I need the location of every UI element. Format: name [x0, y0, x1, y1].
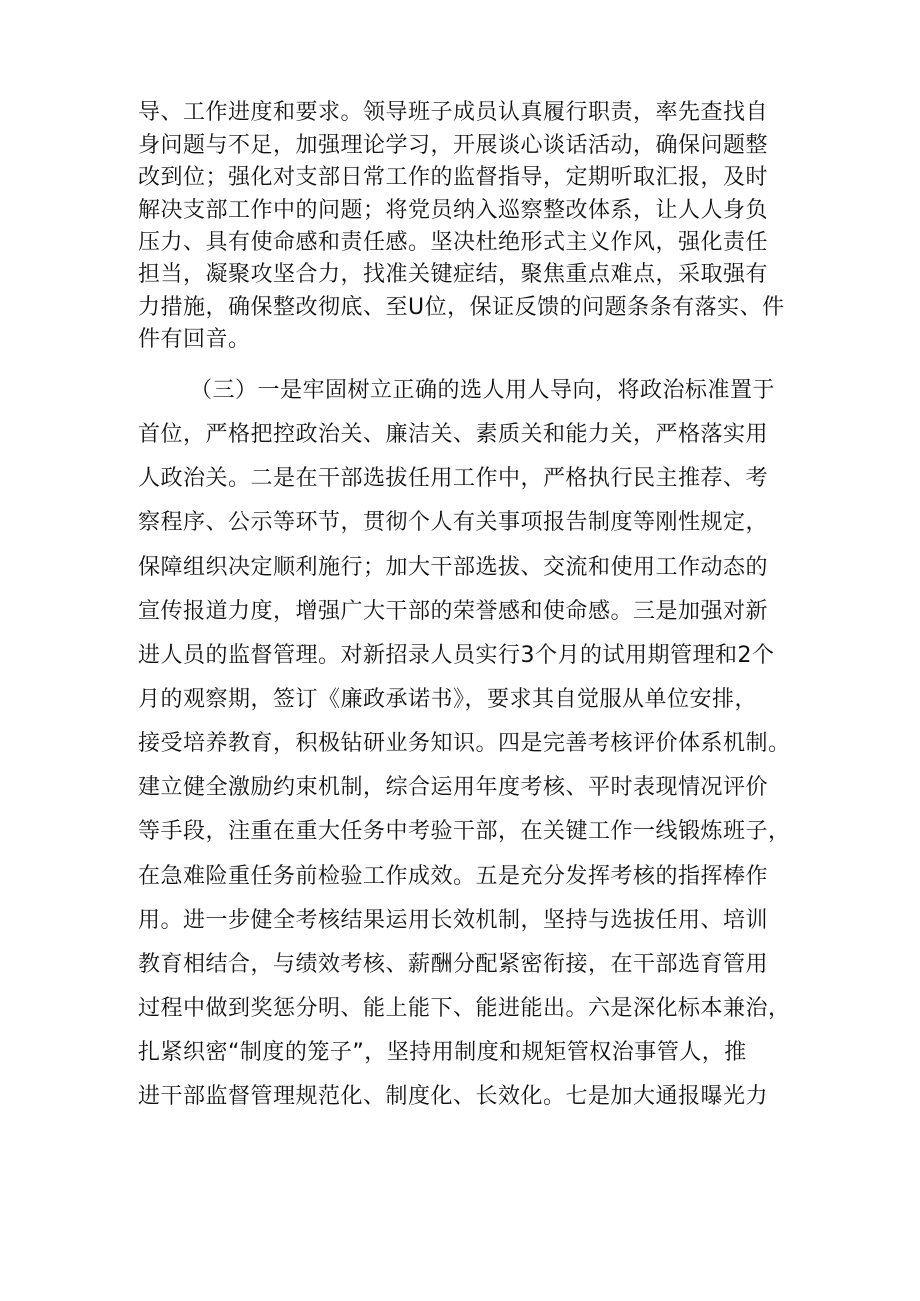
text-line: 察程序、公示等环节，贯彻个人有关事项报告制度等刚性规定， [138, 510, 769, 535]
text-line: 人政治关。二是在干部选拔任用工作中，严格执行民主推荐、考 [138, 466, 769, 491]
text-line: 身问题与不足，加强理论学习，开展谈心谈话活动，确保问题整 [138, 133, 769, 158]
text-line: 扎紧织密“制度的笼子”，坚持用制度和规矩管权治事管人，推 [138, 1040, 747, 1065]
text-line: 在急难险重任务前检验工作成效。五是充分发挥考核的指挥棒作 [138, 864, 769, 889]
text-line: 等手段，注重在重大任务中考验干部，在关键工作一线锻炼班子， [138, 819, 791, 844]
text-line: 解决支部工作中的问题；将党员纳入巡察整改体系，让人人身负 [138, 198, 769, 223]
text-line: 进人员的监督管理。对新招录人员实行3个月的试用期管理和2个 [138, 643, 775, 668]
text-line: 首位，严格把控政治关、廉洁关、素质关和能力关，严格落实用 [138, 422, 769, 447]
text-line: 导、工作进度和要求。领导班子成员认真履行职责，率先查找自 [138, 100, 769, 125]
text-line: 接受培养教育，积极钻研业务知识。四是完善考核评价体系机制。 [138, 731, 791, 756]
text-line: 建立健全激励约束机制，综合运用年度考核、平时表现情况评价 [138, 775, 769, 800]
text-line: 过程中做到奖惩分明、能上能下、能进能出。六是深化标本兼治， [138, 996, 791, 1021]
text-line: 月的观察期，签订《廉政承诺书》，要求其自觉服从单位安排， [138, 687, 758, 712]
text-line: 保障组织决定顺利施行；加大干部选拔、交流和使用工作动态的 [138, 555, 769, 580]
text-line: 力措施，确保整改彻底、至U位，保证反馈的问题条条有落实、件 [138, 295, 785, 320]
paragraph-first-line: （三）一是牢固树立正确的选人用人导向，将政治标准置于 [190, 378, 776, 403]
text-line: 压力、具有使命感和责任感。坚决杜绝形式主义作风，强化责任 [138, 230, 769, 255]
text-line: 进干部监督管理规范化、制度化、长效化。七是加大通报曝光力 [138, 1084, 769, 1109]
text-line: 宣传报道力度，增强广大干部的荣誉感和使命感。三是加强对新 [138, 599, 769, 624]
text-line: 担当，凝聚攻坚合力，找准关键症结，聚焦重点难点，采取强有 [138, 262, 769, 287]
text-line: 教育相结合，与绩效考核、薪酬分配紧密衔接，在干部选育管用 [138, 952, 769, 977]
text-line: 改到位；强化对支部日常工作的监督指导，定期听取汇报，及时 [138, 165, 769, 190]
text-line: 件有回音。 [138, 327, 251, 352]
text-line: 用。进一步健全考核结果运用长效机制，坚持与选拔任用、培训 [138, 908, 769, 933]
